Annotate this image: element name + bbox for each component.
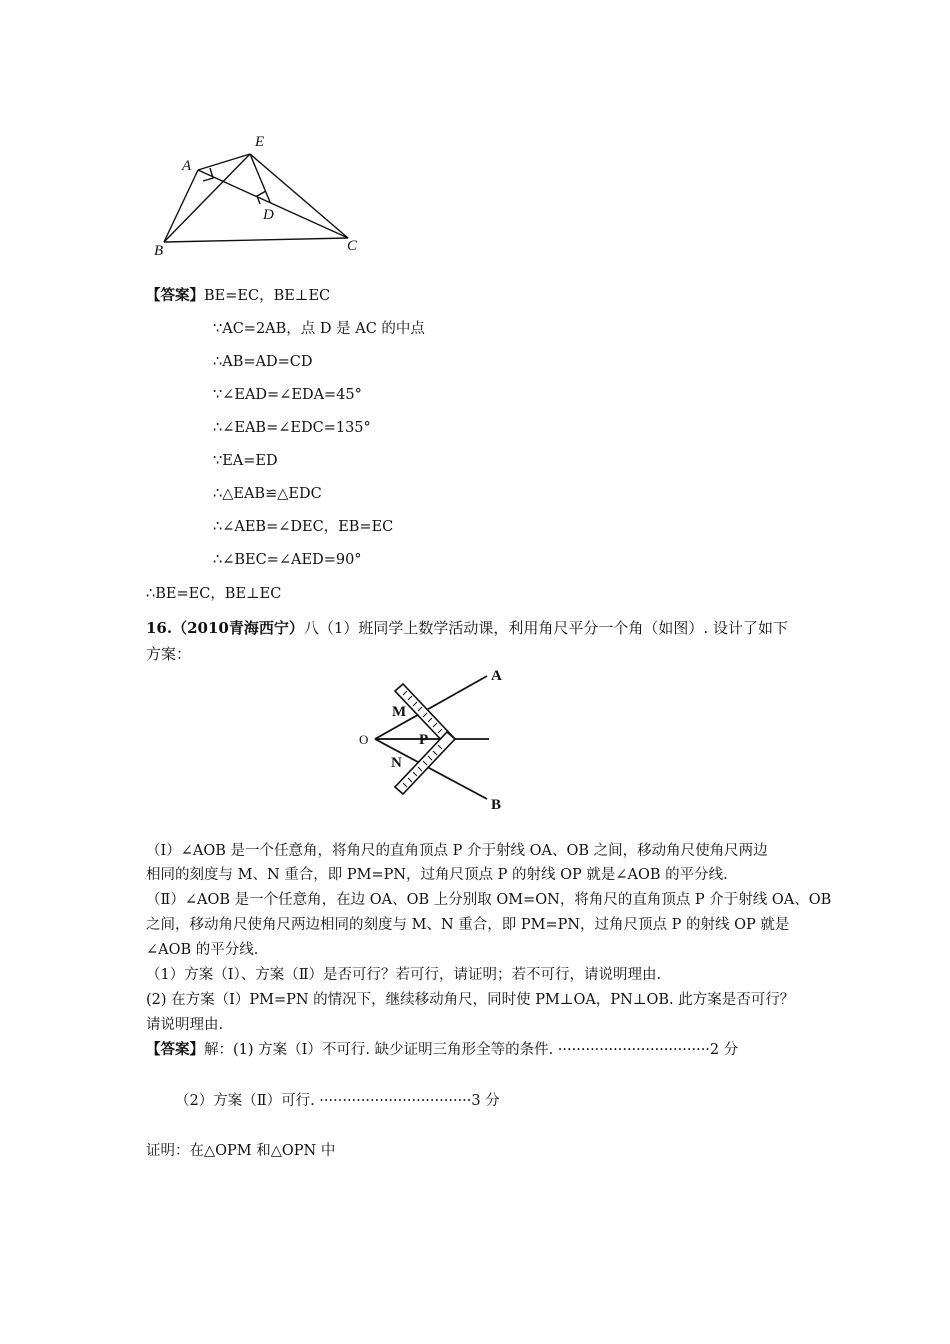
answer-1-conclusion: ∴BE=EC，BE⊥EC: [146, 586, 282, 602]
answer-1-step: ∵AC=2AB，点 D 是 AC 的中点: [213, 321, 425, 337]
segment-bc: [164, 238, 348, 242]
figure-triangle-abcde: [140, 125, 380, 265]
figure-angle-bisector: [355, 660, 515, 812]
problem-text: 八（1）班同学上数学活动课，利用角尺平分一个角（如图）. 设计了如下: [303, 619, 788, 637]
answer-tag: 【答案】: [146, 287, 204, 304]
segment-ec: [250, 154, 348, 238]
label-a2: A: [491, 668, 502, 684]
answer-1-claim: BE=EC，BE⊥EC: [204, 288, 331, 304]
label-a: A: [182, 158, 192, 174]
answer-1-step: ∴∠BEC=∠AED=90°: [213, 552, 362, 568]
label-b2: B: [491, 797, 502, 812]
answer-1-first-line: [146, 286, 330, 306]
answer-2-text: 解：(1) 方案（Ⅰ）不可行. 缺少证明三角形全等的条件. ·································2 分: [204, 1042, 739, 1058]
answer-1-step: ∴AB=AD=CD: [213, 354, 313, 370]
plan-line: 之间，移动角尺使角尺两边相同的刻度与 M、N 重合，即 PM=PN，过角尺顶点 P 的射线 OP 就是: [146, 917, 790, 933]
plan-line: （Ⅰ）∠AOB 是一个任意角，将角尺的直角顶点 P 介于射线 OA、OB 之间，移动角尺使角尺两边: [146, 843, 768, 859]
answer-1-step: ∵∠EAD=∠EDA=45°: [213, 387, 362, 403]
answer-tag: 【答案】: [146, 1041, 204, 1058]
label-o: O: [359, 732, 369, 747]
segment-ab: [164, 170, 198, 242]
answer-1-step: ∴△EAB≌△EDC: [213, 486, 322, 502]
question-line: (2) 在方案（Ⅰ）PM=PN 的情况下，继续移动角尺，同时使 PM⊥OA，PN⊥OB. 此方案是否可行？: [146, 992, 795, 1008]
answer-1-step: ∴∠AEB=∠DEC，EB=EC: [213, 519, 394, 535]
label-p: P: [419, 732, 429, 748]
plan-line: 相同的刻度与 M、N 重合，即 PM=PN，过角尺顶点 P 的射线 OP 就是∠AOB 的平分线.: [146, 867, 728, 883]
plan-line: （Ⅱ）∠AOB 是一个任意角，在边 OA、OB 上分别取 OM=ON，将角尺的直角顶点 P 介于射线 OA、OB: [146, 892, 832, 908]
question-line: 请说明理由.: [146, 1017, 224, 1033]
problem-16-line-2: 方案：: [146, 645, 192, 663]
problem-source: （2010青海西宁）: [172, 619, 304, 637]
label-d: D: [263, 207, 274, 223]
question-line: （1）方案（Ⅰ）、方案（Ⅱ）是否可行？若可行，请证明；若不可行，请说明理由.: [146, 967, 662, 983]
plan-line: ∠AOB 的平分线.: [146, 942, 259, 958]
label-b: B: [154, 243, 164, 259]
segment-ac: [198, 170, 348, 238]
problem-16-line-1: [146, 618, 788, 638]
answer-1-step: ∵EA=ED: [213, 453, 278, 469]
label-c: C: [347, 238, 358, 254]
label-m: M: [392, 704, 407, 720]
answer-2-line-3: 证明：在△OPM 和△OPN 中: [146, 1143, 336, 1159]
label-n: N: [391, 755, 402, 771]
answer-1-step: ∴∠EAB=∠EDC=135°: [213, 420, 371, 436]
answer-2-line-1: [146, 1040, 738, 1060]
answer-2-line-2: （2）方案（Ⅱ）可行. ·································3 分: [175, 1093, 500, 1109]
label-e: E: [255, 134, 265, 150]
problem-number: 16.: [146, 619, 173, 637]
